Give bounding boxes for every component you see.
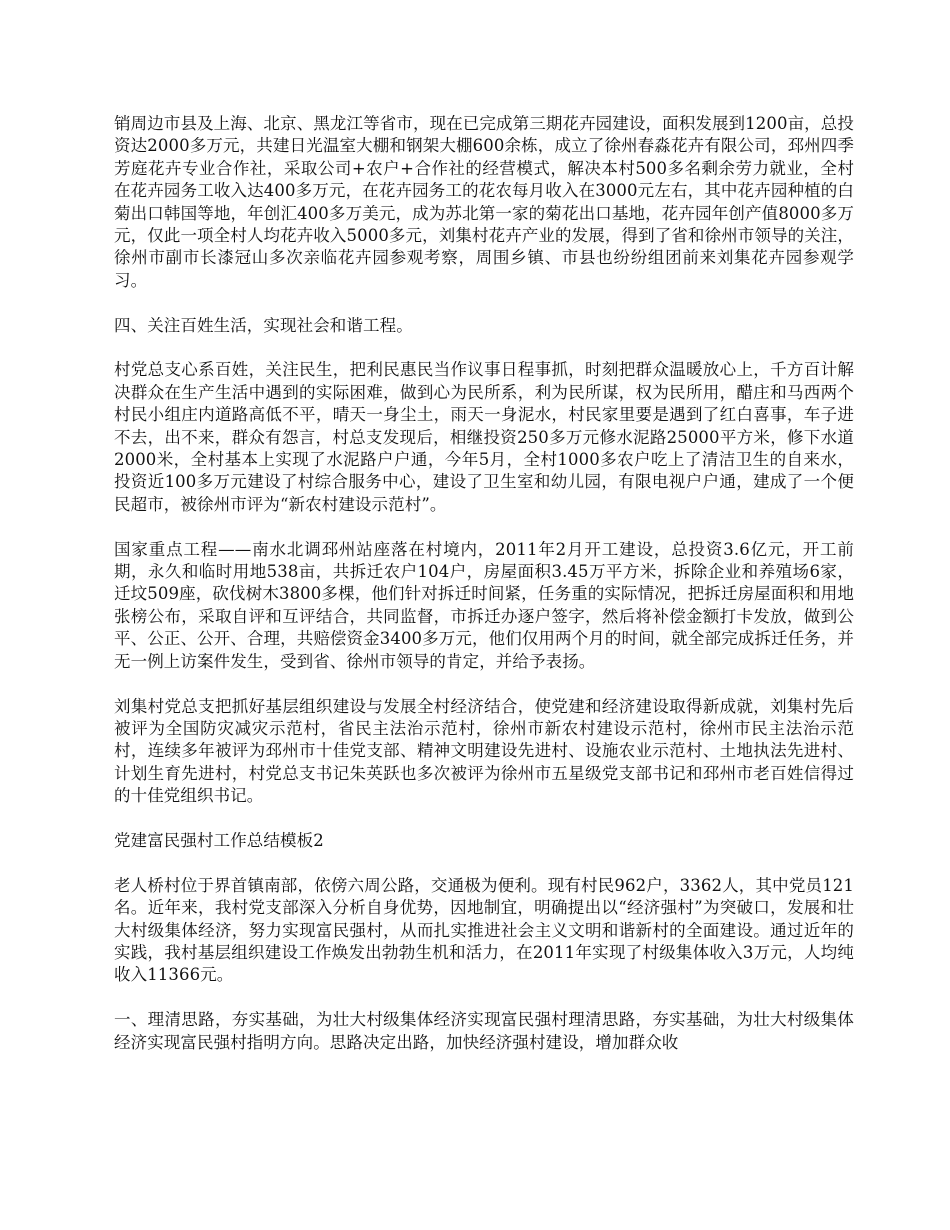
paragraph-flower-garden: 销周边市县及上海、北京、黑龙江等省市，现在已完成第三期花卉园建设，面积发展到1200亩，总投资达2000多万元，共建日光温室大棚和钢架大棚600余栋，成立了徐州春淼花卉有限公司，邳州四季芳庭花卉专业合作社，采取公司+农户+合作社的经营模式，解决本村500多名剩余劳力就业，全村在花卉园务工收入达400多万元，在花卉园务工的花农每月收入在3000元左右，其中花卉园种植的白菊出口韩国等地，年创汇400多万美元，成为苏北第一家的菊花出口基地，花卉园年创产值8000多万元，仅此一项全村人均花卉收入5000多元，刘集村花卉产业的发展，得到了省和徐州市领导的关注，徐州市副市长漆冠山多次亲临花卉园参观考察，周围乡镇、市县也纷纷组团前来刘集花卉园参观学习。 bbox=[114, 114, 854, 290]
heading-template-2: 党建富民强村工作总结模板2 bbox=[114, 830, 324, 850]
heading-section-four: 四、关注百姓生活，实现社会和谐工程。 bbox=[114, 315, 413, 335]
document-page bbox=[114, 113, 854, 1054]
paragraph-south-north-water: 国家重点工程——南水北调邳州站座落在村境内，2011年2月开工建设，总投资3.6亿元，开工前期，永久和临时用地538亩，共拆迁农户104户，房屋面积3.45万平方米，拆除企业和养殖场6家，迁坟509座，砍伐树木3800多棵，他们针对拆迁时间紧，任务重的实际情况，把拆迁房屋面积和用地张榜公布，采取自评和互评结合，共同监督，市拆迁办逐户签字，然后将补偿金额打卡发放，做到公平、公正、公开、合理，共赔偿资金3400多万元，他们仅用两个月的时间，就全部完成拆迁任务，并无一例上访案件发生，受到省、徐州市领导的肯定，并给予表扬。 bbox=[114, 539, 854, 671]
paragraph-honors: 刘集村党总支把抓好基层组织建设与发展全村经济结合，使党建和经济建设取得新成就，刘集村先后被评为全国防灾减灾示范村，省民主法治示范村，徐州市新农村建设示范村，徐州市民主法治示范村，连续多年被评为邳州市十佳党支部、精神文明建设先进村、设施农业示范村、土地执法先进村、计划生育先进村，村党总支书记朱英跃也多次被评为徐州市五星级党支部书记和邳州市老百姓信得过的十佳党组织书记。 bbox=[114, 696, 854, 806]
paragraph-livelihood: 村党总支心系百姓，关注民生，把利民惠民当作议事日程事抓，时刻把群众温暖放心上，千方百计解决群众在生产生活中遇到的实际困难，做到心为民所系，利为民所谋，权为民所用，醋庄和马西两个村民小组庄内道路高低不平，晴天一身尘土，雨天一身泥水，村民家里要是遇到了红白喜事，车子进不去，出不来，群众有怨言，村总支发现后，相继投资250多万元修水泥路25000平方米，修下水道2000米，全村基本上实现了水泥路户户通，今年5月，全村1000多农户吃上了清洁卫生的自来水，投资近100多万元建设了村综合服务中心，建设了卫生室和幼儿园，有限电视户户通，建成了一个便民超市，被徐州市评为“新农村建设示范村”。 bbox=[114, 360, 854, 514]
paragraph-section-one: 一、理清思路，夯实基础，为壮大村级集体经济实现富民强村理清思路，夯实基础，为壮大村级集体经济实现富民强村指明方向。思路决定出路，加快经济强村建设，增加群众收 bbox=[114, 1010, 854, 1052]
paragraph-laorenqiao-intro: 老人桥村位于界首镇南部，依傍六周公路，交通极为便利。现有村民962户，3362人，其中党员121名。近年来，我村党支部深入分析自身优势，因地制宜，明确提出以“经济强村”为突破口，发展和壮大村级集体经济，努力实现富民强村，从而扎实推进社会主义文明和谐新村的全面建设。通过近年的实践，我村基层组织建设工作焕发出勃勃生机和活力，在2011年实现了村级集体收入3万元，人均纯收入11366元。 bbox=[114, 875, 854, 985]
